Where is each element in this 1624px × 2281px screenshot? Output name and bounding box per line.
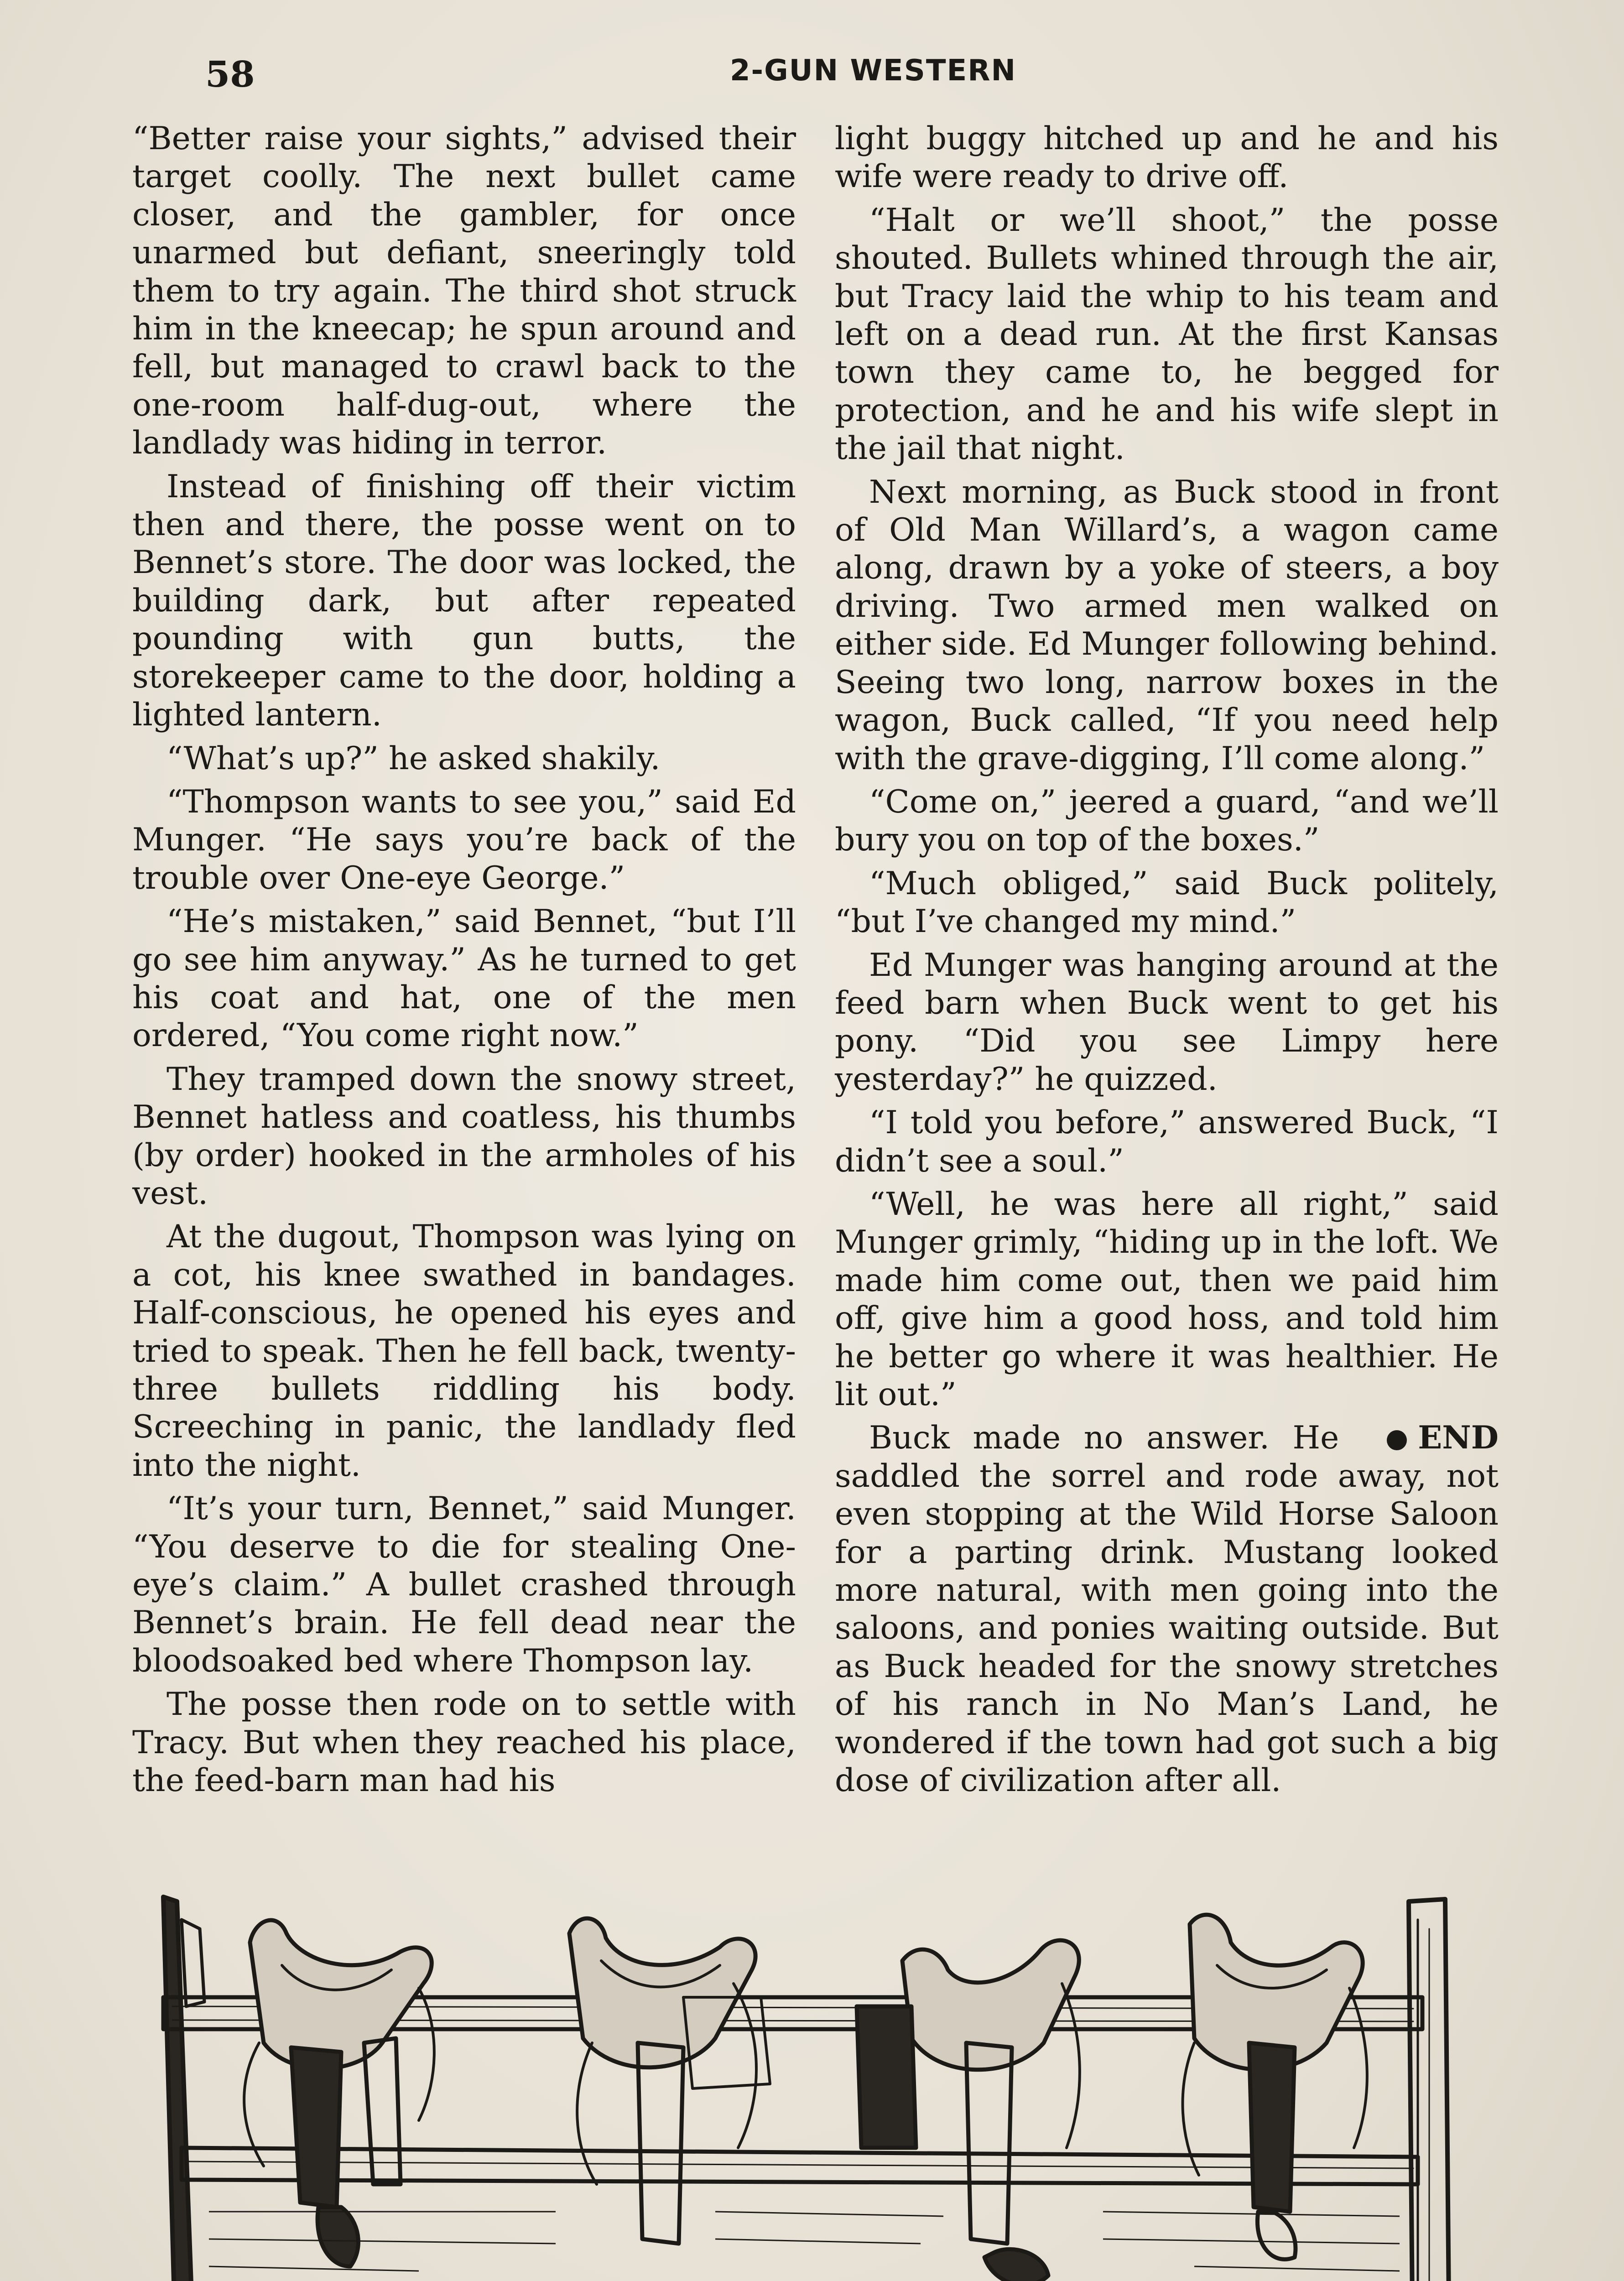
paragraph: “What’s up?” he asked shakily.: [167, 740, 661, 777]
paragraph: At the dugout, Thompson was lying on a cot, his knee swathed in bandages. Half-conscious, he opened his eyes and tried to speak. Then he fell back, twenty-three bullets riddling his body. Screeching in panic, the landlady fled into the night.: [132, 1218, 796, 1484]
saddles-illustration: [145, 1892, 1466, 2281]
paragraph: “Come on,” jeered a guard, “and we’ll bury you on top of the boxes.”: [835, 783, 1499, 859]
left-column: [132, 120, 796, 1805]
right-column: [835, 120, 1499, 1805]
end-label: END: [1418, 1419, 1499, 1457]
paragraph: “Better raise your sights,” advised their target coolly. The next bullet came closer, and the gambler, for once unarmed but defiant, sneeringly told them to try again. The third shot struck him in the kneecap; he spun around and fell, but managed to crawl back to the one-room half-dug-out, where the landlady was hiding in terror.: [132, 120, 796, 462]
page-number: 58: [205, 54, 255, 95]
paragraph: [835, 1419, 1499, 1799]
paragraph: The posse then rode on to settle with Tracy. But when they reached his place, the feed-barn man had his: [132, 1686, 796, 1799]
paragraph: “It’s your turn, Bennet,” said Munger. “You deserve to die for stealing One-eye’s claim.” A bullet crashed through Bennet’s brain. He fell dead near the bloodsoaked bed where Thompson lay.: [132, 1490, 796, 1679]
page-header: [137, 54, 1487, 104]
paragraph: “I told you before,” answered Buck, “I didn’t see a soul.”: [835, 1104, 1499, 1179]
paragraph: Instead of finishing off their victim then and there, the posse went on to Bennet’s store. The door was locked, the building dark, but after repeated pounding with gun butts, the storekeeper came to the door, holding a lighted lantern.: [132, 468, 796, 734]
end-bullet-icon: [1387, 1430, 1407, 1450]
running-head: 2-GUN WESTERN: [730, 54, 1017, 88]
end-mark: [1353, 1419, 1499, 1457]
paragraph: “Halt or we’ll shoot,” the posse shouted. Bullets whined through the air, but Tracy laid the whip to his team and left on a dead run. At the first Kansas town they came to, he begged for protection, and he and his wife slept in the jail that night.: [835, 201, 1499, 467]
paragraph: “Much obliged,” said Buck politely, “but I’ve changed my mind.”: [835, 864, 1499, 940]
paragraph: light buggy hitched up and he and his wife were ready to drive off.: [835, 120, 1499, 195]
paragraph: “He’s mistaken,” said Bennet, “but I’ll go see him anyway.” As he turned to get his coat and hat, one of the men ordered, “You come right now.”: [132, 903, 796, 1054]
paragraph: Ed Munger was hanging around at the feed barn when Buck went to get his pony. “Did you see Limpy here yesterday?” he quizzed.: [835, 946, 1499, 1098]
paragraph: They tramped down the snowy street, Bennet hatless and coatless, his thumbs (by order) hooked in the armholes of his vest.: [132, 1060, 796, 1212]
paragraph: “Well, he was here all right,” said Munger grimly, “hiding up in the loft. We made him come out, then we paid him off, give him a good hoss, and told him he better go where it was healthier. He lit out.”: [835, 1185, 1499, 1413]
paragraph: “Thompson wants to see you,” said Ed Munger. “He says you’re back of the trouble over One-eye George.”: [132, 783, 796, 896]
paragraph-text: Buck made no answer. He saddled the sorrel and rode away, not even stopping at the Wild Horse Saloon for a parting drink. Mustang looked more natural, with men going into the saloons, and ponies waiting outside. But as Buck headed for the snowy stretches of his ranch in No Man’s Land, he wondered if the town had got such a big dose of civilization after all.: [835, 1419, 1499, 1799]
paragraph: Next morning, as Buck stood in front of Old Man Willard’s, a wagon came along, drawn by a yoke of steers, a boy driving. Two armed men walked on either side. Ed Munger following behind. Seeing two long, narrow boxes in the wagon, Buck called, “If you need help with the grave-digging, I’ll come along.”: [835, 473, 1499, 777]
